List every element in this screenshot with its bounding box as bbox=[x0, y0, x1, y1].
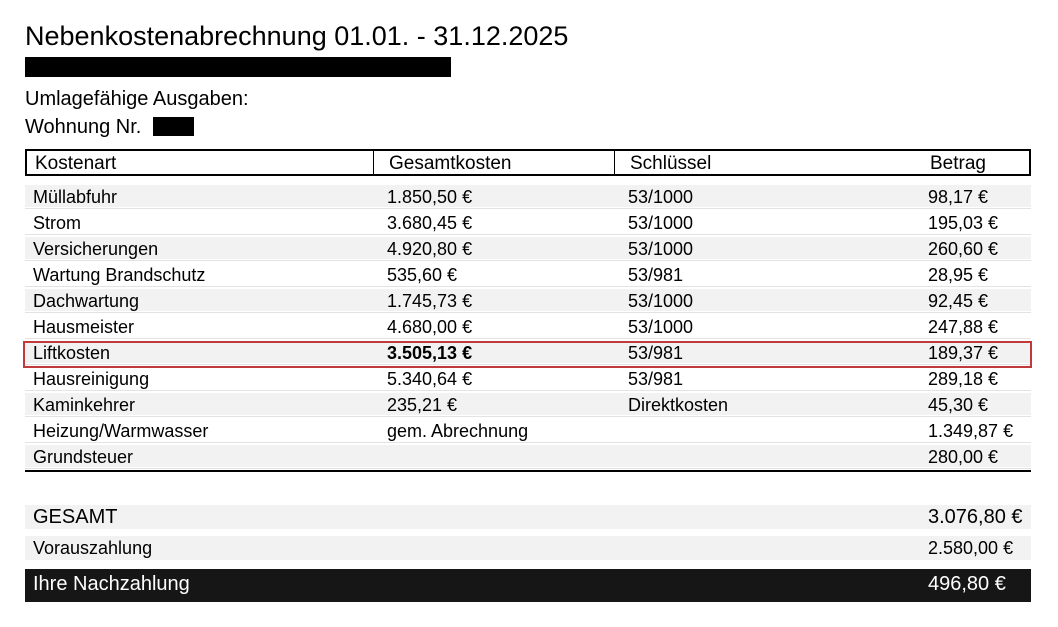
cell-betrag: 45,30 € bbox=[928, 395, 989, 415]
flat-number-line bbox=[25, 115, 194, 139]
prepayment-value: 2.580,00 € bbox=[928, 538, 1014, 558]
cell-schluessel: 53/1000 bbox=[628, 291, 694, 311]
header-gesamtkosten: Gesamtkosten bbox=[389, 153, 512, 174]
highlight-liftkosten bbox=[23, 341, 1032, 368]
cell-gesamtkosten: 4.920,80 € bbox=[387, 239, 473, 259]
redacted-flat-number bbox=[153, 117, 194, 136]
header-divider bbox=[373, 151, 374, 174]
flat-number-label: Wohnung Nr. bbox=[25, 116, 142, 138]
cell-betrag: 289,18 € bbox=[928, 369, 999, 389]
section-subtitle: Umlagefähige Ausgaben: bbox=[25, 88, 249, 110]
prepayment-label: Vorauszahlung bbox=[33, 538, 153, 558]
cell-kostenart: Liftkosten bbox=[33, 343, 111, 363]
cell-gesamtkosten: gem. Abrechnung bbox=[387, 421, 529, 441]
row-divider bbox=[25, 260, 1031, 261]
cell-kostenart: Versicherungen bbox=[33, 239, 159, 259]
cell-betrag: 195,03 € bbox=[928, 213, 999, 233]
cell-betrag: 1.349,87 € bbox=[928, 421, 1014, 441]
amount-due-label: Ihre Nachzahlung bbox=[33, 573, 190, 595]
cell-kostenart: Strom bbox=[33, 213, 82, 233]
table-row bbox=[25, 263, 1031, 285]
cell-gesamtkosten: 3.680,45 € bbox=[387, 213, 473, 233]
cell-gesamtkosten: 5.340,64 € bbox=[387, 369, 473, 389]
row-divider bbox=[25, 312, 1031, 313]
total-label: GESAMT bbox=[33, 506, 118, 528]
cell-schluessel: 53/981 bbox=[628, 369, 684, 389]
total-value: 3.076,80 € bbox=[928, 506, 1023, 528]
table-row bbox=[25, 419, 1031, 441]
cell-kostenart: Müllabfuhr bbox=[33, 187, 118, 207]
cell-schluessel: 53/981 bbox=[628, 265, 684, 285]
cell-schluessel: 53/1000 bbox=[628, 187, 694, 207]
cell-betrag: 260,60 € bbox=[928, 239, 999, 259]
table-row bbox=[25, 393, 1031, 415]
table-bottom-rule bbox=[25, 470, 1031, 472]
cell-betrag: 189,37 € bbox=[928, 343, 999, 363]
cell-gesamtkosten: 4.680,00 € bbox=[387, 317, 473, 337]
amount-due-value: 496,80 € bbox=[928, 573, 1006, 595]
cell-schluessel: 53/1000 bbox=[628, 213, 694, 233]
cell-gesamtkosten: 1.745,73 € bbox=[387, 291, 473, 311]
cell-gesamtkosten: 535,60 € bbox=[387, 265, 458, 285]
header-kostenart: Kostenart bbox=[35, 153, 117, 174]
cell-kostenart: Heizung/Warmwasser bbox=[33, 421, 209, 441]
table-header bbox=[25, 149, 1031, 176]
cell-gesamtkosten: 3.505,13 € bbox=[387, 343, 473, 363]
amount-due-row bbox=[25, 569, 1031, 602]
redacted-address bbox=[25, 57, 451, 77]
row-divider bbox=[25, 442, 1031, 443]
table-row bbox=[25, 289, 1031, 311]
cell-gesamtkosten: 235,21 € bbox=[387, 395, 458, 415]
cell-schluessel: 53/1000 bbox=[628, 239, 694, 259]
table-row bbox=[25, 315, 1031, 337]
prepayment-row bbox=[25, 536, 1031, 560]
cell-kostenart: Hausmeister bbox=[33, 317, 135, 337]
header-schluessel: Schlüssel bbox=[630, 153, 712, 174]
cell-betrag: 28,95 € bbox=[928, 265, 989, 285]
cell-schluessel: 53/981 bbox=[628, 343, 684, 363]
cell-gesamtkosten: 1.850,50 € bbox=[387, 187, 473, 207]
cell-kostenart: Wartung Brandschutz bbox=[33, 265, 206, 285]
table-row bbox=[25, 367, 1031, 389]
cell-kostenart: Dachwartung bbox=[33, 291, 140, 311]
cell-betrag: 247,88 € bbox=[928, 317, 999, 337]
row-divider bbox=[25, 286, 1031, 287]
row-divider bbox=[25, 416, 1031, 417]
cell-schluessel: Direktkosten bbox=[628, 395, 729, 415]
table-row bbox=[25, 185, 1031, 207]
cell-kostenart: Grundsteuer bbox=[33, 447, 134, 467]
table-row bbox=[25, 211, 1031, 233]
document-title: Nebenkostenabrechnung 01.01. - 31.12.2025 bbox=[25, 21, 569, 51]
cell-kostenart: Hausreinigung bbox=[33, 369, 150, 389]
cell-betrag: 92,45 € bbox=[928, 291, 989, 311]
total-row bbox=[25, 505, 1031, 529]
row-divider bbox=[25, 208, 1031, 209]
table-row bbox=[25, 237, 1031, 259]
cell-kostenart: Kaminkehrer bbox=[33, 395, 136, 415]
table-row bbox=[25, 445, 1031, 467]
header-betrag: Betrag bbox=[930, 153, 986, 174]
row-divider bbox=[25, 390, 1031, 391]
row-divider bbox=[25, 234, 1031, 235]
header-divider bbox=[614, 151, 615, 174]
cell-betrag: 98,17 € bbox=[928, 187, 989, 207]
cell-betrag: 280,00 € bbox=[928, 447, 999, 467]
cost-table bbox=[25, 149, 1031, 176]
row-divider bbox=[25, 338, 1031, 339]
row-divider bbox=[25, 468, 1031, 469]
cell-schluessel: 53/1000 bbox=[628, 317, 694, 337]
